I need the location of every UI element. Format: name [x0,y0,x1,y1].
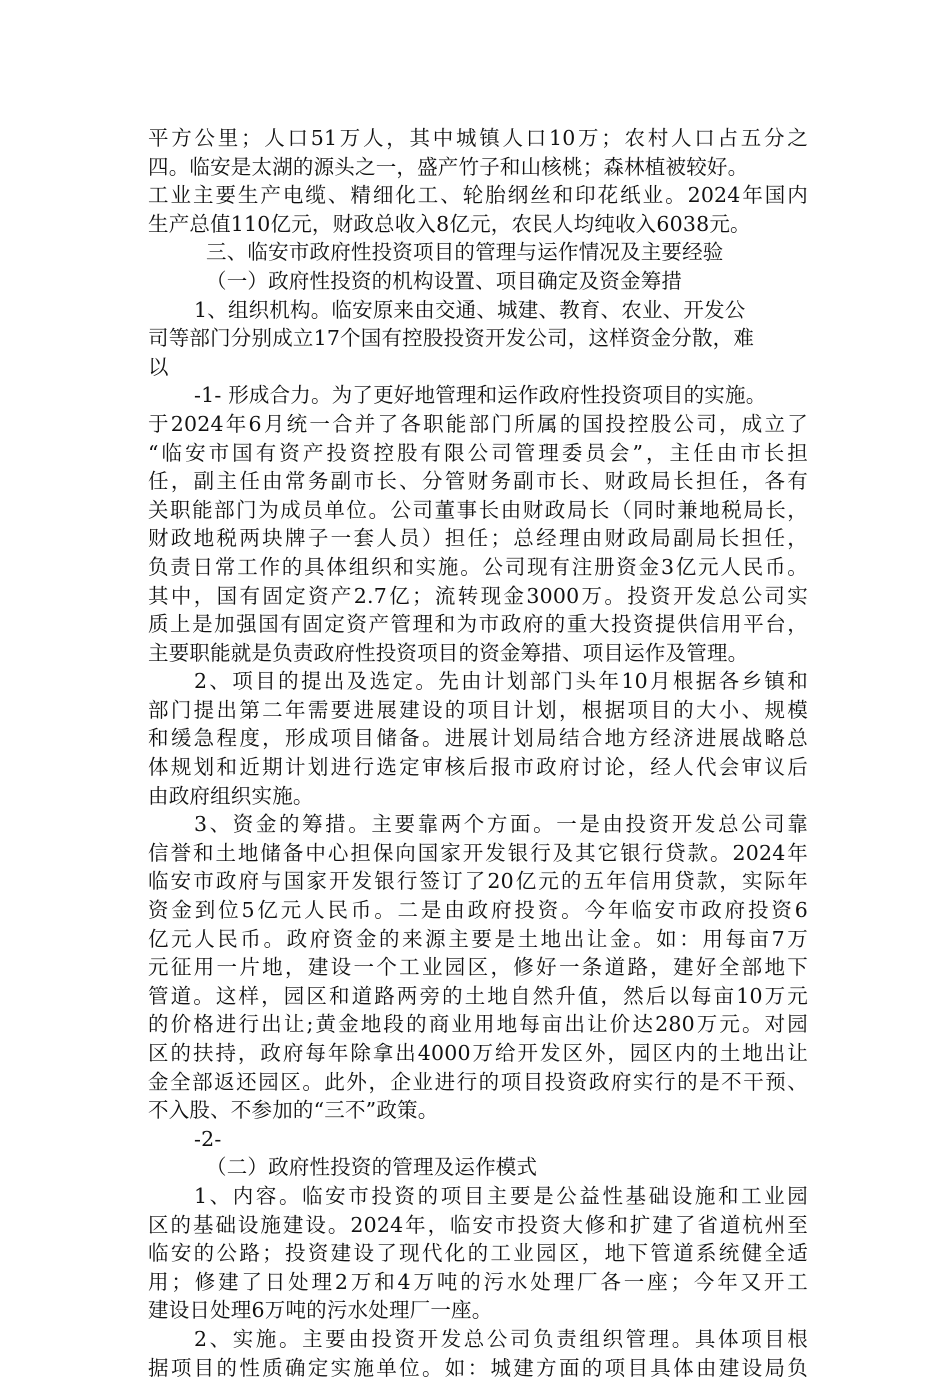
text-line: 平方公里；人口51万人，其中城镇人口10万；农村人口占五分之 [148,126,808,150]
text-line: 用；修建了日处理2万和4万吨的污水处理厂各一座；今年又开工 [148,1269,808,1294]
document-page [148,124,808,1382]
text-line: “临安市国有资产投资控股有限公司管理委员会”，主任由市长担 [148,440,808,465]
text-line: 临安市政府与国家开发银行签订了20亿元的五年信用贷款，实际年 [148,869,808,894]
text-line: 工业主要生产电缆、精细化工、轮胎纲丝和印花纸业。2024年国内 [148,183,808,208]
text-line: 元征用一片地，建设一个工业园区，修好一条道路，建好全部地下 [148,955,808,980]
text-line: 财政地税两块牌子一套人员）担任；总经理由财政局副局长担任， [148,526,808,551]
text-line: 2、项目的提出及选定。先由计划部门头年10月根据各乡镇和 [194,669,808,694]
text-line: 2、实施。主要由投资开发总公司负责组织管理。具体项目根 [194,1326,808,1351]
text-line: -2- [194,1126,222,1151]
text-line: -1- 形成合力。为了更好地管理和运作政府性投资项目的实施。 [194,383,767,408]
text-line: 建设日处理6万吨的污水处理厂一座。 [148,1298,493,1323]
text-line: （一）政府性投资的机构设置、项目确定及资金筹措 [206,268,683,293]
text-line: 临安的公路；投资建设了现代化的工业园区，地下管道系统健全适 [148,1241,808,1266]
text-line: 1、内容。临安市投资的项目主要是公益性基础设施和工业园 [194,1183,808,1208]
text-line: 任，副主任由常务副市长、分管财务副市长、财政局长担任，各有 [148,469,808,494]
text-line: 信誉和土地储备中心担保向国家开发银行及其它银行贷款。2024年 [148,840,808,865]
text-line: 亿元人民币。政府资金的来源主要是土地出让金。如：用每亩7万 [148,926,808,951]
text-line: 和缓急程度，形成项目储备。进展计划局结合地方经济进展战略总 [148,726,808,751]
text-line: 据项目的性质确定实施单位。如：城建方面的项目具体由建设局负 [148,1355,808,1380]
text-line: 部门提出第二年需要进展建设的项目计划，根据项目的大小、规模 [148,697,808,722]
text-line: 其中，国有固定资产2.7亿；流转现金3000万。投资开发总公司实 [148,583,808,608]
text-line: 金全部返还园区。此外，企业进行的项目投资政府实行的是不干预、 [148,1069,808,1094]
text-line: 于2024年6月统一合并了各职能部门所属的国投控股公司，成立了 [148,411,808,436]
text-line: 司等部门分别成立17个国有控股投资开发公司，这样资金分散，难 [148,326,755,351]
text-line: 负责日常工作的具体组织和实施。公司现有注册资金3亿元人民币。 [148,554,808,579]
text-line: 主要职能就是负责政府性投资项目的资金筹措、项目运作及管理。 [148,640,749,665]
text-line: 1、组织机构。临安原来由交通、城建、教育、农业、开发公 [194,297,746,322]
text-line: 区的基础设施建设。2024年，临安市投资大修和扩建了省道杭州至 [148,1212,808,1237]
text-line: 区的扶持，政府每年除拿出4000万给开发区外，园区内的土地出让 [148,1041,808,1065]
text-line: 资金到位5亿元人民币。二是由政府投资。今年临安市政府投资6 [148,898,808,923]
text-line: （二）政府性投资的管理及运作模式 [206,1155,538,1180]
text-line: 四。临安是太湖的源头之一，盛产竹子和山核桃；森林植被较好。 [148,154,749,179]
text-line: 三、临安市政府性投资项目的管理与运作情况及主要经验 [206,240,724,265]
text-line: 不入股、不参加的“三不”政策。 [148,1098,439,1123]
text-line: 3、资金的筹措。主要靠两个方面。一是由投资开发总公司靠 [194,812,808,837]
text-line: 生产总值110亿元，财政总收入8亿元，农民人均纯收入6038元。 [148,211,751,236]
text-line: 以 [148,354,169,379]
text-line: 体规划和近期计划进行选定审核后报市政府讨论，经人代会审议后 [148,755,808,780]
text-line: 由政府组织实施。 [148,783,314,808]
text-line: 管道。这样，园区和道路两旁的土地自然升值，然后以每亩10万元 [148,983,808,1008]
text-line: 的价格进行出让;黄金地段的商业用地每亩出让价达280万元。对园 [148,1012,808,1037]
text-line: 关职能部门为成员单位。公司董事长由财政局长（同时兼地税局长， [148,497,808,522]
text-line: 质上是加强国有固定资产管理和为市政府的重大投资提供信用平台， [148,612,808,637]
